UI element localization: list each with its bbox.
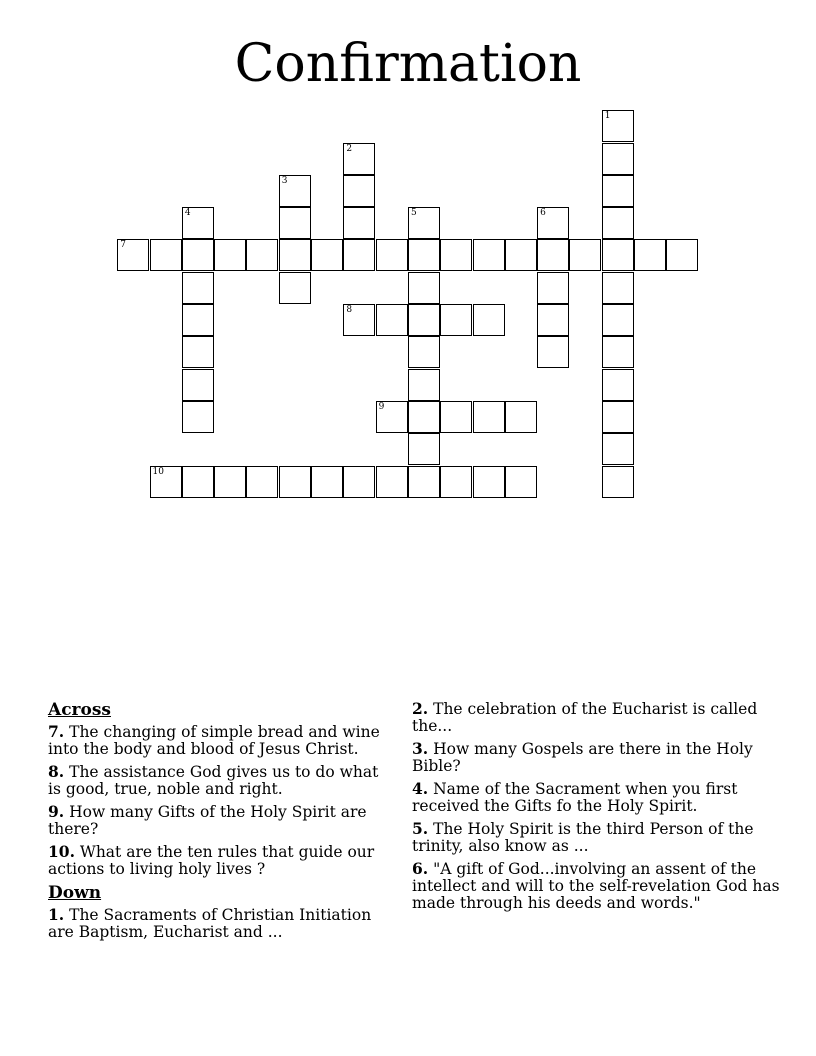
clue-number: 6. xyxy=(412,859,429,878)
clue-number-label: 10 xyxy=(152,466,164,477)
crossword-cell[interactable] xyxy=(537,272,569,304)
clue-number: 8. xyxy=(48,762,65,781)
crossword-cell[interactable] xyxy=(150,239,182,271)
crossword-cell[interactable] xyxy=(473,239,505,271)
crossword-cell[interactable] xyxy=(150,466,182,498)
clue-text: How many Gifts of the Holy Spirit are there? xyxy=(48,803,367,838)
crossword-cell[interactable] xyxy=(117,239,149,271)
clue-number: 1. xyxy=(48,905,65,924)
crossword-cell[interactable] xyxy=(408,336,440,368)
crossword-cell[interactable] xyxy=(537,207,569,239)
crossword-cell[interactable] xyxy=(311,466,343,498)
crossword-cell[interactable] xyxy=(214,466,246,498)
crossword-cell[interactable] xyxy=(602,336,634,368)
crossword-cell[interactable] xyxy=(473,401,505,433)
clue-down-6 xyxy=(412,860,782,912)
crossword-cell[interactable] xyxy=(408,433,440,465)
clue-down-5 xyxy=(412,820,782,855)
crossword-cell[interactable] xyxy=(602,466,634,498)
clue-text: How many Gospels are there in the Holy Bible? xyxy=(412,740,753,775)
across-heading: Across xyxy=(48,700,111,720)
crossword-cell[interactable] xyxy=(343,304,375,336)
crossword-cell[interactable] xyxy=(279,272,311,304)
crossword-cell[interactable] xyxy=(343,175,375,207)
crossword-cell[interactable] xyxy=(440,304,472,336)
crossword-cell[interactable] xyxy=(634,239,666,271)
clue-down-4 xyxy=(412,780,782,815)
crossword-cell[interactable] xyxy=(602,433,634,465)
crossword-cell[interactable] xyxy=(602,272,634,304)
crossword-cell[interactable] xyxy=(505,401,537,433)
clues-right-column xyxy=(412,700,782,917)
crossword-cell[interactable] xyxy=(343,207,375,239)
crossword-cell[interactable] xyxy=(279,466,311,498)
crossword-cell[interactable] xyxy=(602,239,634,271)
crossword-cell[interactable] xyxy=(537,336,569,368)
crossword-cell[interactable] xyxy=(666,239,698,271)
crossword-cell[interactable] xyxy=(214,239,246,271)
clue-down-1 xyxy=(48,906,388,941)
crossword-cell[interactable] xyxy=(182,304,214,336)
clue-number-label: 6 xyxy=(540,208,546,219)
clue-text: The Holy Spirit is the third Person of the trinity, also know as ... xyxy=(412,820,754,855)
crossword-cell[interactable] xyxy=(408,272,440,304)
crossword-cell[interactable] xyxy=(408,369,440,401)
clue-number: 10. xyxy=(48,842,75,861)
crossword-cell[interactable] xyxy=(602,143,634,175)
crossword-cell[interactable] xyxy=(343,239,375,271)
crossword-cell[interactable] xyxy=(376,401,408,433)
crossword-cell[interactable] xyxy=(311,239,343,271)
clue-number: 7. xyxy=(48,722,65,741)
crossword-cell[interactable] xyxy=(440,466,472,498)
crossword-cell[interactable] xyxy=(182,336,214,368)
crossword-cell[interactable] xyxy=(602,110,634,142)
crossword-cell[interactable] xyxy=(376,466,408,498)
crossword-cell[interactable] xyxy=(473,304,505,336)
clue-text: The changing of simple bread and wine into the body and blood of Jesus Christ. xyxy=(48,723,380,758)
crossword-cell[interactable] xyxy=(505,466,537,498)
clue-number-label: 8 xyxy=(346,305,353,316)
crossword-cell[interactable] xyxy=(182,369,214,401)
crossword-grid xyxy=(0,0,816,520)
clue-number: 2. xyxy=(412,699,429,718)
crossword-cell[interactable] xyxy=(279,207,311,239)
crossword-cell[interactable] xyxy=(440,401,472,433)
crossword-cell[interactable] xyxy=(602,207,634,239)
crossword-cell[interactable] xyxy=(279,175,311,207)
clue-across-7 xyxy=(48,723,388,758)
clue-number-label: 7 xyxy=(120,240,126,251)
clue-down-3 xyxy=(412,740,782,775)
clue-number-label: 5 xyxy=(410,208,417,219)
clue-number: 4. xyxy=(412,779,429,798)
crossword-cell[interactable] xyxy=(602,369,634,401)
clue-down-2 xyxy=(412,700,782,735)
crossword-cell[interactable] xyxy=(182,207,214,239)
crossword-cell[interactable] xyxy=(408,207,440,239)
crossword-cell[interactable] xyxy=(182,401,214,433)
clue-across-8 xyxy=(48,763,388,798)
crossword-cell[interactable] xyxy=(473,466,505,498)
crossword-cell[interactable] xyxy=(408,401,440,433)
page-title: Confirmation xyxy=(234,34,582,94)
clue-text: The celebration of the Eucharist is called the... xyxy=(412,700,758,735)
crossword-cell[interactable] xyxy=(343,143,375,175)
down-heading: Down xyxy=(48,883,102,903)
clue-number-label: 4 xyxy=(184,208,191,219)
clue-number-label: 3 xyxy=(281,175,288,186)
clue-number: 5. xyxy=(412,819,429,838)
clue-text: "A gift of God...involving an assent of the intellect and will to the self-revelation God has made through his deeds and words." xyxy=(412,860,780,912)
clue-text: What are the ten rules that guide our actions to living holy lives ? xyxy=(48,843,375,878)
crossword-cell[interactable] xyxy=(602,401,634,433)
crossword-cell[interactable] xyxy=(343,466,375,498)
crossword-cell[interactable] xyxy=(408,304,440,336)
clue-number: 3. xyxy=(412,739,429,758)
clues-left-column xyxy=(48,700,388,946)
crossword-cell[interactable] xyxy=(505,239,537,271)
crossword-cell[interactable] xyxy=(440,239,472,271)
crossword-cell[interactable] xyxy=(376,239,408,271)
crossword-cell[interactable] xyxy=(602,175,634,207)
clue-text: The assistance God gives us to do what is good, true, noble and right. xyxy=(48,763,379,798)
crossword-cell[interactable] xyxy=(602,304,634,336)
crossword-cell[interactable] xyxy=(279,239,311,271)
crossword-cell[interactable] xyxy=(408,239,440,271)
clue-number-label: 2 xyxy=(346,143,353,154)
crossword-cell[interactable] xyxy=(246,466,278,498)
clue-number-label: 1 xyxy=(604,111,611,122)
clue-across-9 xyxy=(48,803,388,838)
crossword-cell[interactable] xyxy=(182,272,214,304)
crossword-cell[interactable] xyxy=(246,239,278,271)
crossword-cell[interactable] xyxy=(537,304,569,336)
clue-number: 9. xyxy=(48,802,65,821)
clue-across-10 xyxy=(48,843,388,878)
crossword-cell[interactable] xyxy=(537,239,569,271)
clue-text: The Sacraments of Christian Initiation are Baptism, Eucharist and ... xyxy=(48,906,372,941)
crossword-cell[interactable] xyxy=(569,239,601,271)
crossword-cell[interactable] xyxy=(408,466,440,498)
clue-text: Name of the Sacrament when you first received the Gifts fo the Holy Spirit. xyxy=(412,780,738,815)
crossword-cell[interactable] xyxy=(182,239,214,271)
crossword-cell[interactable] xyxy=(182,466,214,498)
crossword-cell[interactable] xyxy=(376,304,408,336)
clue-number-label: 9 xyxy=(378,401,385,412)
